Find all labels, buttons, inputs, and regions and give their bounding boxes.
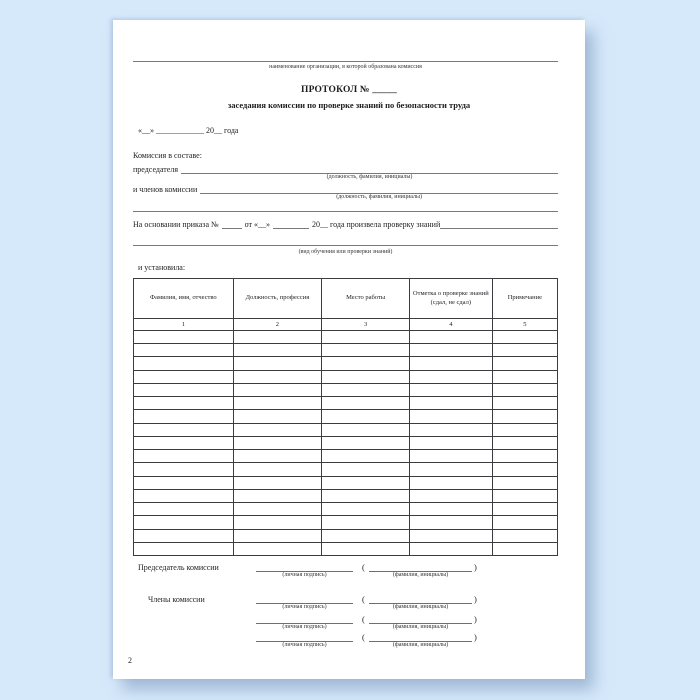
member-name-blank — [369, 631, 472, 648]
check-kind-blank-2 — [133, 240, 558, 246]
signature-caption: (личная подпись) — [282, 624, 327, 630]
table-empty-cell — [492, 436, 557, 449]
table-empty-cell — [492, 463, 557, 476]
table-empty-cell — [322, 436, 410, 449]
table-empty-cell — [322, 516, 410, 529]
table-empty-cell — [322, 529, 410, 542]
table-empty-cell — [322, 383, 410, 396]
chairman-name-blank — [369, 561, 472, 578]
table-empty-row — [134, 450, 558, 463]
organization-caption: наименование организации, в которой образована комиссия — [269, 64, 422, 70]
table-empty-cell — [492, 423, 557, 436]
table-empty-cell — [492, 370, 557, 383]
table-empty-row — [134, 463, 558, 476]
table-empty-cell — [322, 344, 410, 357]
chairman-caption: (должность, фамилия, инициалы) — [326, 174, 413, 180]
table-empty-cell — [322, 423, 410, 436]
table-empty-cell — [134, 542, 234, 555]
table-empty-cell — [322, 489, 410, 502]
table-empty-cell — [492, 410, 557, 423]
table-empty-cell — [322, 357, 410, 370]
table-empty-cell — [134, 370, 234, 383]
table-empty-cell — [233, 542, 322, 555]
table-col-header-4: Отметка о проверке знаний (сдал, не сдал) — [410, 279, 493, 319]
members-label: и членов комиссии — [133, 185, 198, 194]
table-empty-cell — [134, 397, 234, 410]
table-empty-cell — [410, 450, 493, 463]
table-empty-cell — [134, 450, 234, 463]
table-empty-cell — [233, 516, 322, 529]
table-empty-cell — [410, 463, 493, 476]
table-empty-cell — [134, 489, 234, 502]
table-empty-row — [134, 370, 558, 383]
paren-open: ( — [362, 614, 365, 624]
paren-open: ( — [362, 594, 365, 604]
table-empty-row — [134, 410, 558, 423]
page-number: 2 — [128, 656, 132, 665]
table-empty-row — [134, 542, 558, 555]
organization-name-blank — [133, 56, 558, 62]
signature-caption: (личная подпись) — [282, 572, 327, 578]
order-basis-text-1: На основании приказа № — [133, 220, 219, 229]
table-empty-cell — [322, 331, 410, 344]
table-empty-cell — [322, 542, 410, 555]
table-empty-cell — [233, 370, 322, 383]
table-empty-cell — [492, 542, 557, 555]
order-number-blank — [222, 219, 242, 229]
table-empty-cell — [233, 489, 322, 502]
check-kind-blank — [440, 219, 558, 229]
table-empty-cell — [233, 344, 322, 357]
knowledge-check-table — [133, 278, 558, 556]
member-signature-blank — [256, 631, 353, 648]
document-subtitle: заседания комиссии по проверке знаний по безопасности труда — [227, 100, 471, 110]
members-caption: (должность, фамилия, инициалы) — [336, 194, 423, 200]
table-empty-row — [134, 503, 558, 516]
table-empty-cell — [322, 370, 410, 383]
table-col-header-1: Фамилия, имя, отчество — [134, 279, 234, 319]
table-empty-cell — [134, 344, 234, 357]
table-empty-cell — [233, 397, 322, 410]
table-empty-cell — [492, 344, 557, 357]
table-empty-cell — [233, 436, 322, 449]
table-empty-cell — [233, 463, 322, 476]
table-col-number: 2 — [233, 319, 322, 331]
table-empty-cell — [492, 516, 557, 529]
table-empty-cell — [322, 410, 410, 423]
table-empty-cell — [410, 410, 493, 423]
name-caption: (фамилия, инициалы) — [392, 572, 449, 578]
date-blank-line: «__» ____________ 20__ года — [138, 126, 239, 135]
member-signature-row-1 — [113, 593, 585, 610]
table-empty-cell — [410, 503, 493, 516]
table-empty-cell — [410, 383, 493, 396]
table-col-number: 1 — [134, 319, 234, 331]
table-empty-cell — [492, 383, 557, 396]
table-empty-cell — [410, 331, 493, 344]
table-empty-cell — [233, 357, 322, 370]
member-signature-row-2 — [113, 613, 585, 630]
table-empty-cell — [322, 503, 410, 516]
table-empty-cell — [134, 529, 234, 542]
table-empty-row — [134, 423, 558, 436]
table-empty-cell — [410, 516, 493, 529]
chairman-blank-line — [181, 163, 558, 180]
table-empty-cell — [492, 397, 557, 410]
table-empty-cell — [492, 489, 557, 502]
paren-open: ( — [362, 632, 365, 642]
table-header-row — [134, 279, 558, 319]
table-empty-row — [134, 436, 558, 449]
table-empty-row — [134, 397, 558, 410]
member-name-blank — [369, 613, 472, 630]
table-empty-cell — [233, 331, 322, 344]
chairman-field-row — [133, 162, 558, 180]
table-empty-cell — [233, 383, 322, 396]
paren-open: ( — [362, 562, 365, 572]
table-empty-row — [134, 529, 558, 542]
table-col-header-2: Должность, профессия — [233, 279, 322, 319]
signature-caption: (личная подпись) — [282, 642, 327, 648]
member-signature-blank — [256, 593, 353, 610]
table-empty-cell — [134, 331, 234, 344]
member-signature-row-3 — [113, 631, 585, 648]
signature-caption: (личная подпись) — [282, 604, 327, 610]
table-empty-cell — [410, 476, 493, 489]
table-empty-cell — [492, 331, 557, 344]
chairman-signature-blank — [256, 561, 353, 578]
table-empty-cell — [322, 463, 410, 476]
table-empty-cell — [134, 357, 234, 370]
established-text: и установила: — [138, 263, 186, 272]
name-caption: (фамилия, инициалы) — [392, 642, 449, 648]
chairman-signature-label: Председатель комиссии — [138, 563, 219, 572]
table-empty-row — [134, 383, 558, 396]
table-col-number: 4 — [410, 319, 493, 331]
table-col-number: 5 — [492, 319, 557, 331]
table-empty-cell — [322, 476, 410, 489]
table-empty-row — [134, 357, 558, 370]
table-empty-cell — [233, 503, 322, 516]
table-empty-cell — [410, 370, 493, 383]
table-empty-cell — [492, 476, 557, 489]
commission-intro: Комиссия в составе: — [133, 151, 202, 160]
table-empty-cell — [492, 503, 557, 516]
table-empty-cell — [134, 383, 234, 396]
table-empty-cell — [134, 410, 234, 423]
table-number-row — [134, 319, 558, 331]
table-empty-cell — [492, 529, 557, 542]
table-empty-cell — [134, 476, 234, 489]
check-kind-caption: (вид обучения или проверки знаний) — [298, 249, 393, 255]
table-col-header-3: Место работы — [322, 279, 410, 319]
table-empty-cell — [134, 503, 234, 516]
order-basis-text-2: от «__» — [244, 220, 271, 229]
table-empty-cell — [410, 357, 493, 370]
table-empty-cell — [233, 476, 322, 489]
members-continuation-blank — [133, 206, 558, 212]
table-empty-cell — [134, 436, 234, 449]
paren-close: ) — [474, 614, 477, 624]
order-date-blank — [273, 219, 309, 229]
table-empty-cell — [233, 529, 322, 542]
table-col-number: 3 — [322, 319, 410, 331]
table-empty-cell — [410, 423, 493, 436]
paren-close: ) — [474, 632, 477, 642]
table-empty-cell — [134, 463, 234, 476]
table-empty-cell — [134, 423, 234, 436]
name-caption: (фамилия, инициалы) — [392, 624, 449, 630]
chairman-signature-row — [113, 561, 585, 578]
paren-close: ) — [474, 562, 477, 572]
table-empty-cell — [233, 410, 322, 423]
table-empty-row — [134, 489, 558, 502]
table-empty-row — [134, 344, 558, 357]
paren-close: ) — [474, 594, 477, 604]
table-empty-cell — [410, 344, 493, 357]
table-empty-cell — [322, 397, 410, 410]
table-empty-cell — [410, 436, 493, 449]
member-name-blank — [369, 593, 472, 610]
table-empty-cell — [410, 529, 493, 542]
table-empty-cell — [492, 450, 557, 463]
order-basis-row — [133, 217, 558, 229]
document-title: ПРОТОКОЛ № _____ — [300, 85, 398, 95]
members-signature-label: Члены комиссии — [148, 595, 205, 604]
table-empty-row — [134, 476, 558, 489]
order-basis-text-3: 20__ года произвела проверку знаний — [312, 220, 441, 229]
table-empty-cell — [233, 423, 322, 436]
table-empty-cell — [134, 516, 234, 529]
table-empty-cell — [233, 450, 322, 463]
table-empty-cell — [410, 489, 493, 502]
members-field-row — [133, 182, 558, 200]
table-empty-cell — [322, 450, 410, 463]
name-caption: (фамилия, инициалы) — [392, 604, 449, 610]
members-blank-line — [200, 183, 558, 200]
table-col-header-5: Примечание — [492, 279, 557, 319]
table-empty-row — [134, 516, 558, 529]
table-empty-row — [134, 331, 558, 344]
table-empty-cell — [492, 357, 557, 370]
table-empty-cell — [410, 542, 493, 555]
document-page — [113, 20, 585, 679]
table-empty-cell — [410, 397, 493, 410]
member-signature-blank — [256, 613, 353, 630]
chairman-label: председателя — [133, 165, 179, 174]
